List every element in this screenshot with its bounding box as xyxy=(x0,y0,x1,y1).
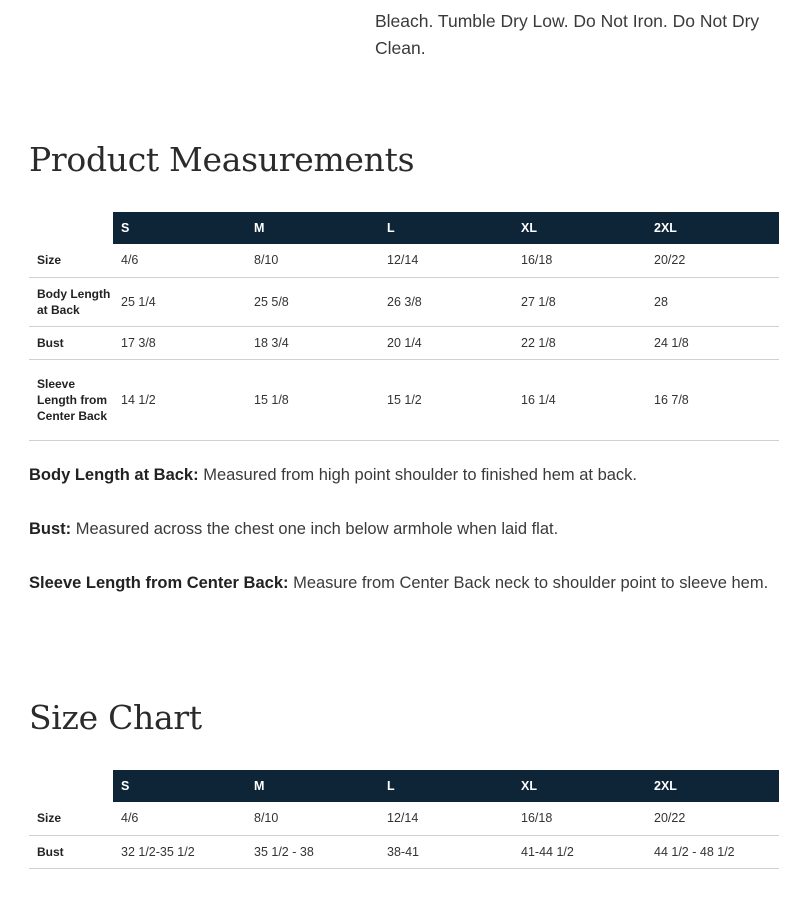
table-cell: 16/18 xyxy=(513,802,646,835)
row-label-body-length: Body Length at Back xyxy=(29,277,113,326)
table-row xyxy=(29,359,779,440)
definition-body-length xyxy=(29,463,779,487)
table-cell: 16 7/8 xyxy=(646,359,779,440)
table-row xyxy=(29,244,779,277)
table-cell: 15 1/2 xyxy=(379,359,513,440)
header-cell-m: M xyxy=(246,770,379,802)
table-cell: 20 1/4 xyxy=(379,326,513,359)
table-cell: 41-44 1/2 xyxy=(513,835,646,868)
product-measurements-table xyxy=(29,212,779,441)
definition-text: Measured across the chest one inch below armhole when laid flat. xyxy=(71,520,559,538)
table-cell: 24 1/8 xyxy=(646,326,779,359)
header-cell-s: S xyxy=(113,770,246,802)
table-cell: 35 1/2 - 38 xyxy=(246,835,379,868)
measurement-definitions xyxy=(29,463,779,625)
definition-text: Measured from high point shoulder to finished hem at back. xyxy=(198,466,638,484)
size-chart-table xyxy=(29,770,779,869)
table-cell: 25 5/8 xyxy=(246,277,379,326)
table-row xyxy=(29,835,779,868)
table-row xyxy=(29,326,779,359)
header-cell-s: S xyxy=(113,212,246,244)
row-label-bust: Bust xyxy=(29,326,113,359)
size-chart-title: Size Chart xyxy=(29,698,202,737)
table-header-row xyxy=(29,212,779,244)
table-row xyxy=(29,277,779,326)
table-cell: 12/14 xyxy=(379,244,513,277)
header-cell-xl: XL xyxy=(513,212,646,244)
definition-term: Bust: xyxy=(29,520,72,538)
definition-text: Measure from Center Back neck to shoulder point to sleeve hem. xyxy=(288,574,769,592)
care-instructions: Bleach. Tumble Dry Low. Do Not Iron. Do Not Dry Clean. xyxy=(375,11,760,58)
table-cell: 16 1/4 xyxy=(513,359,646,440)
table-row xyxy=(29,802,779,835)
definition-term: Sleeve Length from Center Back: xyxy=(29,574,289,592)
table-cell: 16/18 xyxy=(513,244,646,277)
product-measurements-title: Product Measurements xyxy=(29,140,415,179)
table-cell: 27 1/8 xyxy=(513,277,646,326)
row-label-size: Size xyxy=(29,802,113,835)
table-cell: 22 1/8 xyxy=(513,326,646,359)
header-cell-2xl: 2XL xyxy=(646,770,779,802)
row-label-size: Size xyxy=(29,244,113,277)
header-cell-l: L xyxy=(379,212,513,244)
table-header-row xyxy=(29,770,779,802)
table-cell: 17 3/8 xyxy=(113,326,246,359)
header-blank-cell xyxy=(29,212,113,244)
definition-term: Body Length at Back: xyxy=(29,466,199,484)
table-cell: 20/22 xyxy=(646,802,779,835)
table-cell: 20/22 xyxy=(646,244,779,277)
table-cell: 4/6 xyxy=(113,802,246,835)
table-cell: 8/10 xyxy=(246,244,379,277)
table-cell: 44 1/2 - 48 1/2 xyxy=(646,835,779,868)
table-cell: 25 1/4 xyxy=(113,277,246,326)
table-cell: 4/6 xyxy=(113,244,246,277)
table-cell: 18 3/4 xyxy=(246,326,379,359)
header-cell-l: L xyxy=(379,770,513,802)
definition-sleeve-length xyxy=(29,571,779,595)
table-cell: 14 1/2 xyxy=(113,359,246,440)
header-cell-2xl: 2XL xyxy=(646,212,779,244)
table-cell: 12/14 xyxy=(379,802,513,835)
table-cell: 32 1/2-35 1/2 xyxy=(113,835,246,868)
definition-bust xyxy=(29,517,779,541)
row-label-bust: Bust xyxy=(29,835,113,868)
header-cell-xl: XL xyxy=(513,770,646,802)
table-cell: 28 xyxy=(646,277,779,326)
table-cell: 15 1/8 xyxy=(246,359,379,440)
table-cell: 38-41 xyxy=(379,835,513,868)
header-blank-cell xyxy=(29,770,113,802)
table-cell: 26 3/8 xyxy=(379,277,513,326)
table-cell: 8/10 xyxy=(246,802,379,835)
row-label-sleeve-length: Sleeve Length from Center Back xyxy=(29,359,113,440)
header-cell-m: M xyxy=(246,212,379,244)
